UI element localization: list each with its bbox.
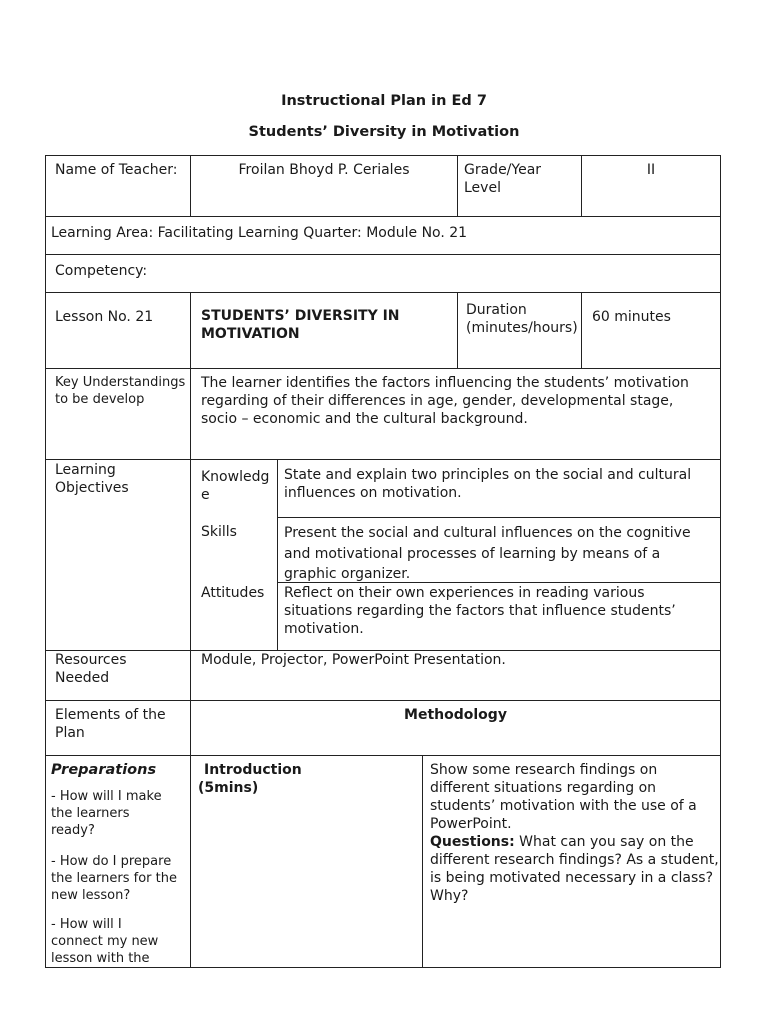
grade-level-label: Grade/Year Level: [464, 162, 542, 196]
preparations-question-3: - How will I connect my new lesson with the: [51, 917, 159, 966]
column-divider: [190, 368, 191, 968]
row-divider: [277, 517, 721, 518]
row-divider: [45, 459, 721, 460]
table-border-right: [720, 155, 721, 968]
duration-value: 60 minutes: [592, 309, 671, 325]
document-title: Instructional Plan in Ed 7: [281, 93, 487, 109]
row-divider: [45, 254, 721, 255]
learning-objectives-label: Learning Objectives: [55, 462, 129, 496]
row-divider: [45, 292, 721, 293]
competency-row: Competency:: [55, 263, 148, 279]
preparations-heading: Preparations: [51, 762, 157, 778]
column-divider: [422, 755, 423, 968]
knowledge-objective: State and explain two principles on the social and cultural influences on motivation.: [284, 467, 692, 501]
grade-level-value: II: [646, 162, 656, 178]
introduction-activity: [430, 761, 720, 905]
table-border-top: [45, 155, 721, 156]
column-divider: [581, 292, 582, 368]
row-divider: [45, 700, 721, 701]
resources-text: Module, Projector, PowerPoint Presentation.: [201, 652, 506, 668]
teacher-name-label: Name of Teacher:: [55, 162, 178, 178]
column-divider: [457, 155, 458, 216]
document-subtitle: Students’ Diversity in Motivation: [248, 124, 520, 140]
column-divider: [190, 292, 191, 368]
key-understandings-text: The learner identifies the factors influencing the students’ motivation regarding of their differences in age, gender, developmental stage, socio – economic and the cultural background.: [201, 375, 689, 427]
row-divider: [45, 755, 721, 756]
introduction-text: Show some research findings on different situations regarding on students’ motivation with the use of a PowerPoint.: [430, 762, 697, 832]
preparations-question-2: - How do I prepare the learners for the new lesson?: [51, 854, 177, 903]
teacher-name-value: Froilan Bhoyd P. Ceriales: [238, 162, 410, 178]
skills-label: Skills: [201, 524, 237, 540]
row-divider: [45, 216, 721, 217]
column-divider: [457, 292, 458, 368]
attitudes-label: Attitudes: [201, 585, 265, 601]
resources-label: Resources Needed: [55, 652, 127, 686]
lesson-title: STUDENTS’ DIVERSITY IN MOTIVATION: [201, 308, 400, 342]
lesson-number: Lesson No. 21: [55, 309, 154, 325]
duration-label: Duration (minutes/hours): [466, 302, 578, 336]
table-border-left: [45, 155, 46, 968]
questions-label: Questions:: [430, 834, 515, 850]
preparations-question-1: - How will I make the learners ready?: [51, 789, 162, 838]
instructional-plan-table: [45, 155, 721, 968]
introduction-questions: [430, 833, 720, 905]
learning-area-row: Learning Area: Facilitating Learning Quarter: Module No. 21: [51, 225, 468, 241]
skills-objective: Present the social and cultural influences on the cognitive and motivational processes of learning by means of a graphic organizer.: [284, 525, 691, 582]
questions-text: What can you say on the different research findings? As a student, is being motivated necessary in a class? Why?: [430, 834, 719, 904]
table-border-bottom: [45, 967, 721, 968]
attitudes-objective: Reflect on their own experiences in reading various situations regarding the factors that influence students’ motivation.: [284, 585, 676, 637]
introduction-label: Introduction: [204, 762, 302, 778]
key-understandings-label: Key Understandings to be develop: [55, 375, 186, 407]
introduction-time: (5mins): [198, 780, 259, 796]
row-divider: [45, 368, 721, 369]
elements-of-plan-label: Elements of the Plan: [55, 707, 166, 741]
column-divider: [277, 459, 278, 650]
methodology-heading: Methodology: [404, 707, 507, 723]
knowledge-label: Knowledge: [201, 469, 270, 503]
